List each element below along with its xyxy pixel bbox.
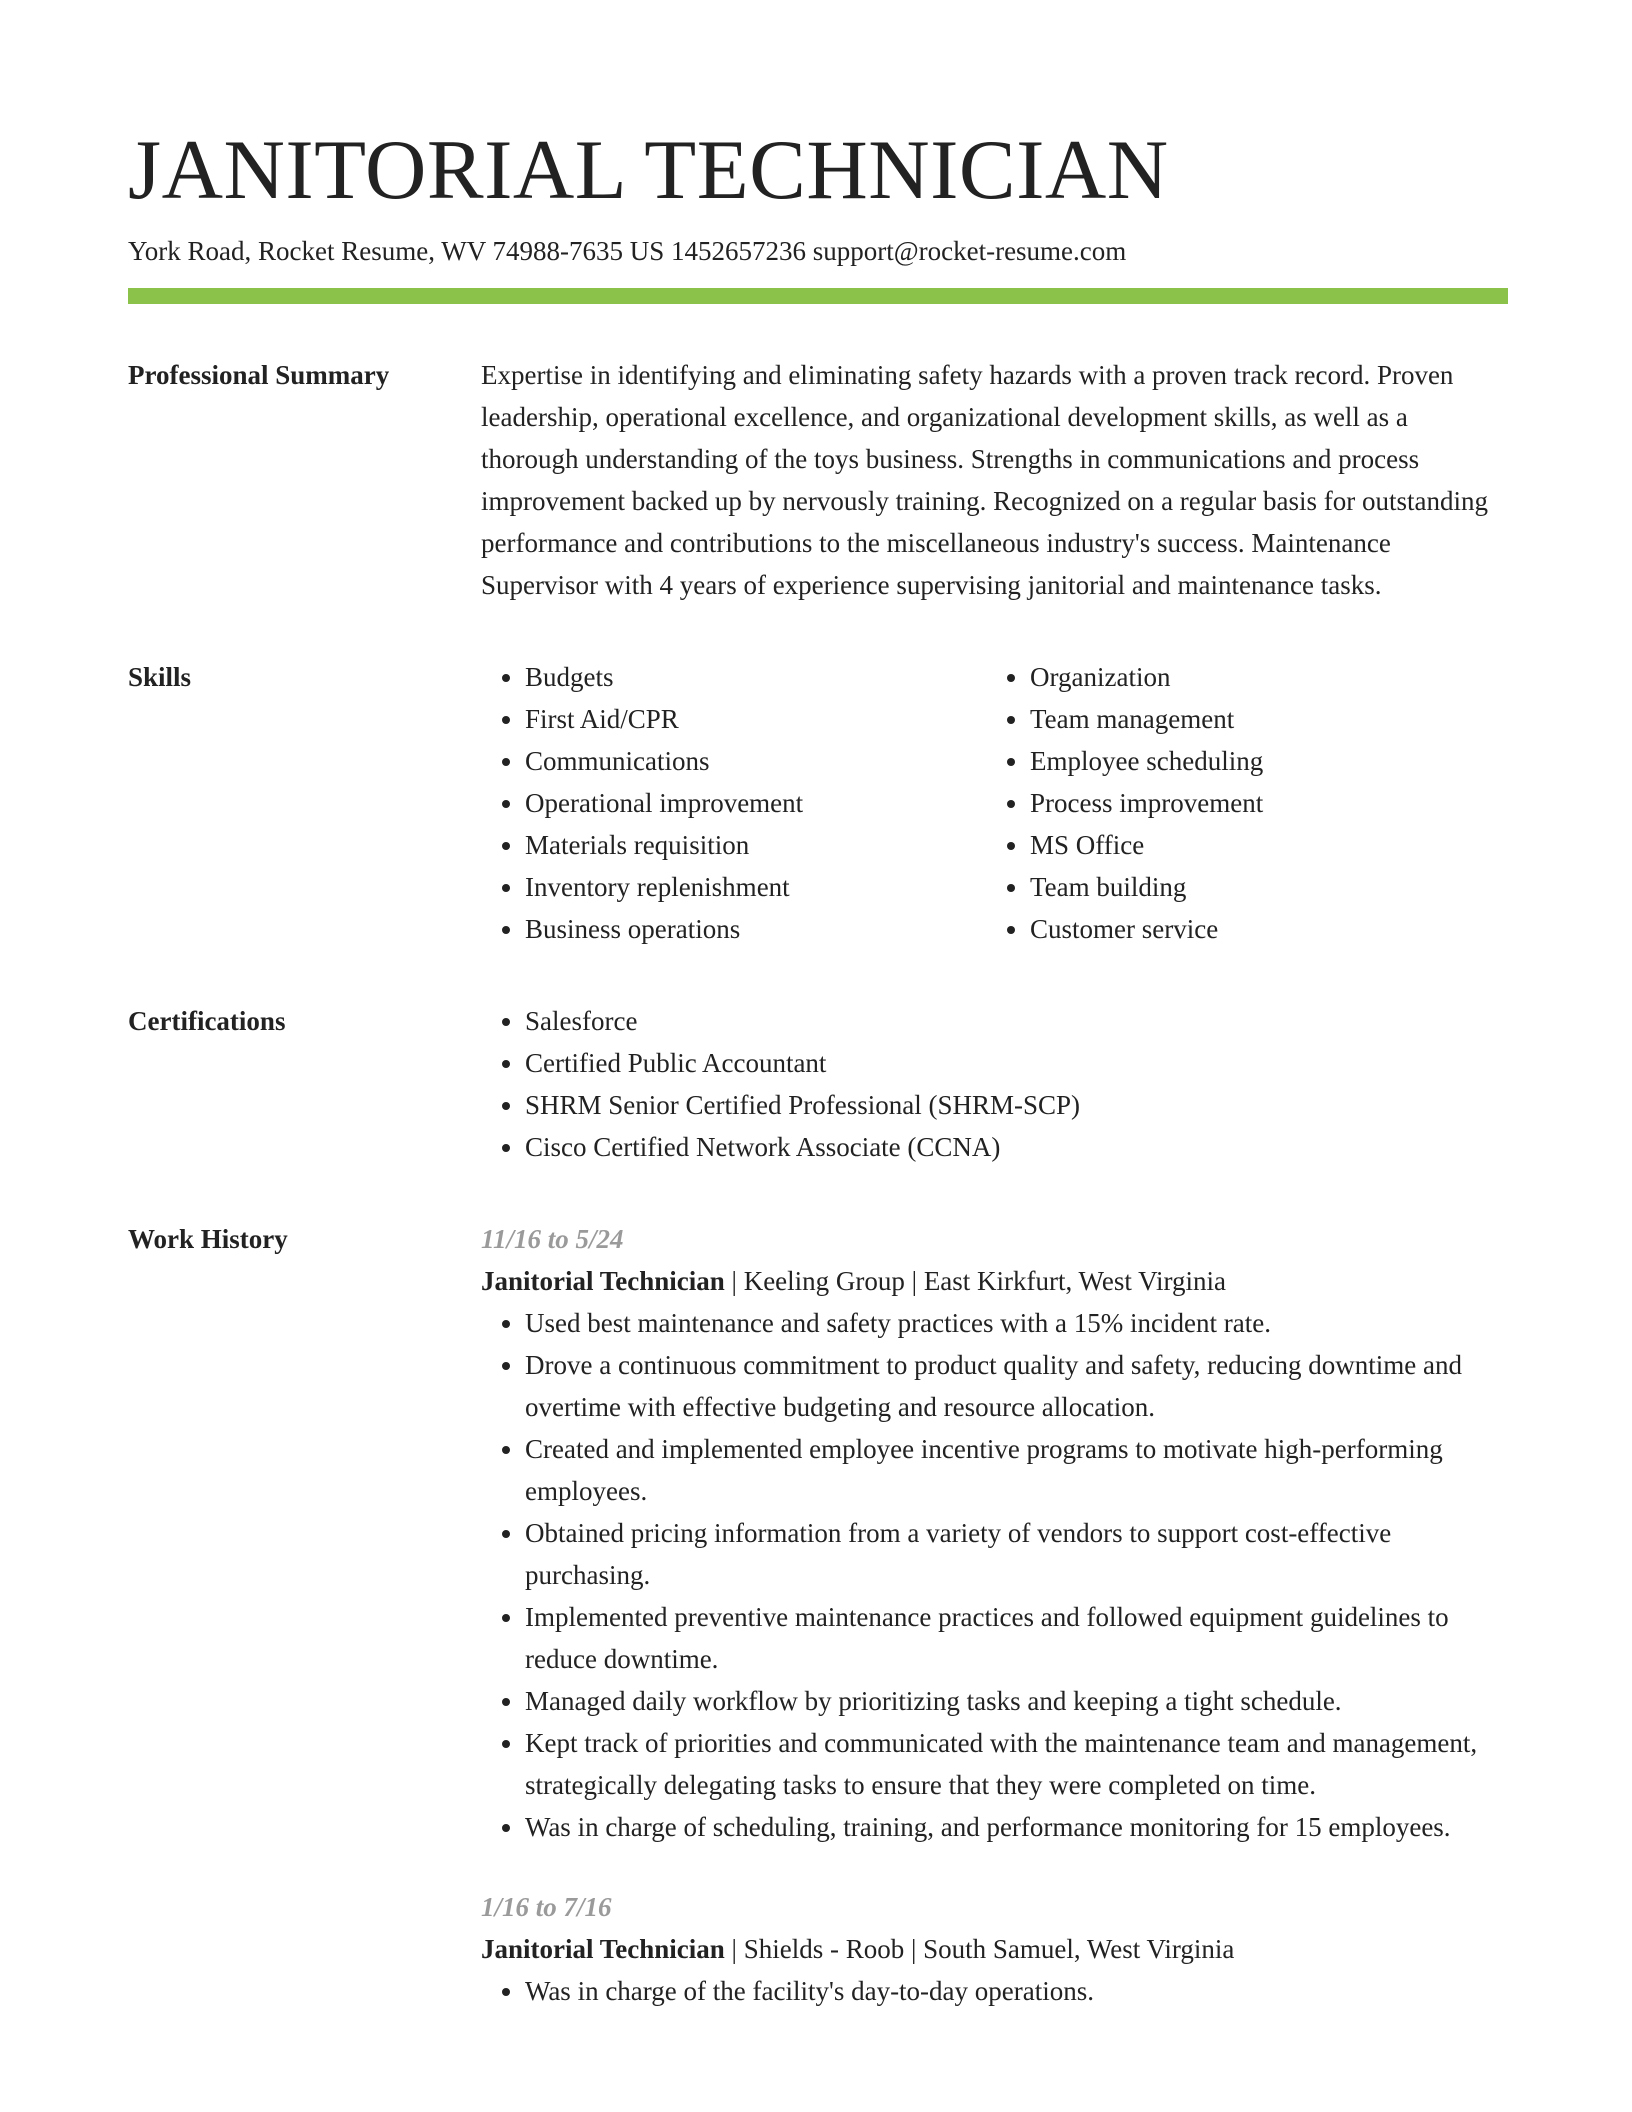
- candidate-name: JANITORIAL TECHNICIAN: [128, 123, 1169, 217]
- skill-item: • Budgets: [525, 656, 986, 698]
- section-skills: [128, 656, 1508, 950]
- contact-line: York Road, Rocket Resume, WV 74988-7635 US 1452657236 support@rocket-resume.com: [128, 236, 1127, 266]
- certification-item: • SHRM Senior Certified Professional (SHRM-SCP): [525, 1084, 1508, 1126]
- skill-item: • Employee scheduling: [1030, 740, 1491, 782]
- section-label-work-history: Work History: [128, 1224, 288, 1254]
- skill-item: • Materials requisition: [525, 824, 986, 866]
- work-history-body: [481, 1218, 1508, 2012]
- skill-item: • MS Office: [1030, 824, 1491, 866]
- skills-list-1: [481, 656, 986, 950]
- skill-item: • Organization: [1030, 656, 1491, 698]
- job-title-line: [481, 1928, 1508, 1970]
- accent-divider: [128, 288, 1508, 304]
- job-bullet: • Drove a continuous commitment to product quality and safety, reducing downtime and overtime with effective budgeting and resource allocation.: [525, 1344, 1508, 1428]
- job-bullet: • Implemented preventive maintenance practices and followed equipment guidelines to reduce downtime.: [525, 1596, 1508, 1680]
- job-bullet: • Was in charge of the facility's day-to-day operations.: [525, 1970, 1508, 2012]
- skills-body: [481, 656, 1508, 950]
- job-entry: [481, 1218, 1508, 1848]
- job-dates: 11/16 to 5/24: [481, 1224, 624, 1254]
- skills-column-1: [481, 656, 986, 950]
- job-employer-location: | Shields - Roob | South Samuel, West Virginia: [724, 1934, 1235, 1964]
- job-bullet: • Obtained pricing information from a variety of vendors to support cost-effective purchasing.: [525, 1512, 1508, 1596]
- section-label-certifications: Certifications: [128, 1006, 286, 1036]
- section-summary: [128, 354, 1508, 606]
- skill-item: • Process improvement: [1030, 782, 1491, 824]
- skill-item: • Team building: [1030, 866, 1491, 908]
- section-label-summary: Professional Summary: [128, 360, 390, 390]
- skills-list-2: [986, 656, 1491, 950]
- job-title-line: [481, 1260, 1508, 1302]
- job-employer-location: | Keeling Group | East Kirkfurt, West Virginia: [724, 1266, 1226, 1296]
- job-bullet-list: [481, 1970, 1508, 2012]
- summary-body: [481, 354, 1508, 606]
- job-title: Janitorial Technician: [481, 1266, 725, 1296]
- job-bullet: • Created and implemented employee incentive programs to motivate high-performing employees.: [525, 1428, 1508, 1512]
- section-label-skills: Skills: [128, 662, 192, 692]
- job-entry: [481, 1886, 1508, 2012]
- job-bullet: • Used best maintenance and safety practices with a 15% incident rate.: [525, 1302, 1508, 1344]
- certifications-body: [481, 1000, 1508, 1168]
- certification-item: • Cisco Certified Network Associate (CCNA): [525, 1126, 1508, 1168]
- job-bullet: • Managed daily workflow by prioritizing tasks and keeping a tight schedule.: [525, 1680, 1508, 1722]
- section-certifications: [128, 1000, 1508, 1168]
- job-bullet: • Kept track of priorities and communicated with the maintenance team and management, strategically delegating tasks to ensure that they were completed on time.: [525, 1722, 1508, 1806]
- skill-item: • Business operations: [525, 908, 986, 950]
- resume-page: [128, 120, 1508, 2012]
- section-work-history: [128, 1218, 1508, 2012]
- job-bullet-list: [481, 1302, 1508, 1848]
- skill-item: • Communications: [525, 740, 986, 782]
- job-title: Janitorial Technician: [481, 1934, 725, 1964]
- job-bullet: • Was in charge of scheduling, training, and performance monitoring for 15 employees.: [525, 1806, 1508, 1848]
- certification-item: • Certified Public Accountant: [525, 1042, 1508, 1084]
- skill-item: • First Aid/CPR: [525, 698, 986, 740]
- summary-text: Expertise in identifying and eliminating safety hazards with a proven track record. Proven leadership, operational excellence, and organizational development skills, as well as a thorough understanding of the toys business. Strengths in communications and process improvement backed up by nervously training. Recognized on a regular basis for outstanding performance and contributions to the miscellaneous industry's success. Maintenance Supervisor with 4 years of experience supervising janitorial and maintenance tasks.: [481, 360, 1488, 600]
- certifications-list: [481, 1000, 1508, 1168]
- skill-item: • Customer service: [1030, 908, 1491, 950]
- job-dates: 1/16 to 7/16: [481, 1892, 612, 1922]
- skills-column-2: [986, 656, 1491, 950]
- skill-item: • Operational improvement: [525, 782, 986, 824]
- skill-item: • Inventory replenishment: [525, 866, 986, 908]
- certification-item: • Salesforce: [525, 1000, 1508, 1042]
- skill-item: • Team management: [1030, 698, 1491, 740]
